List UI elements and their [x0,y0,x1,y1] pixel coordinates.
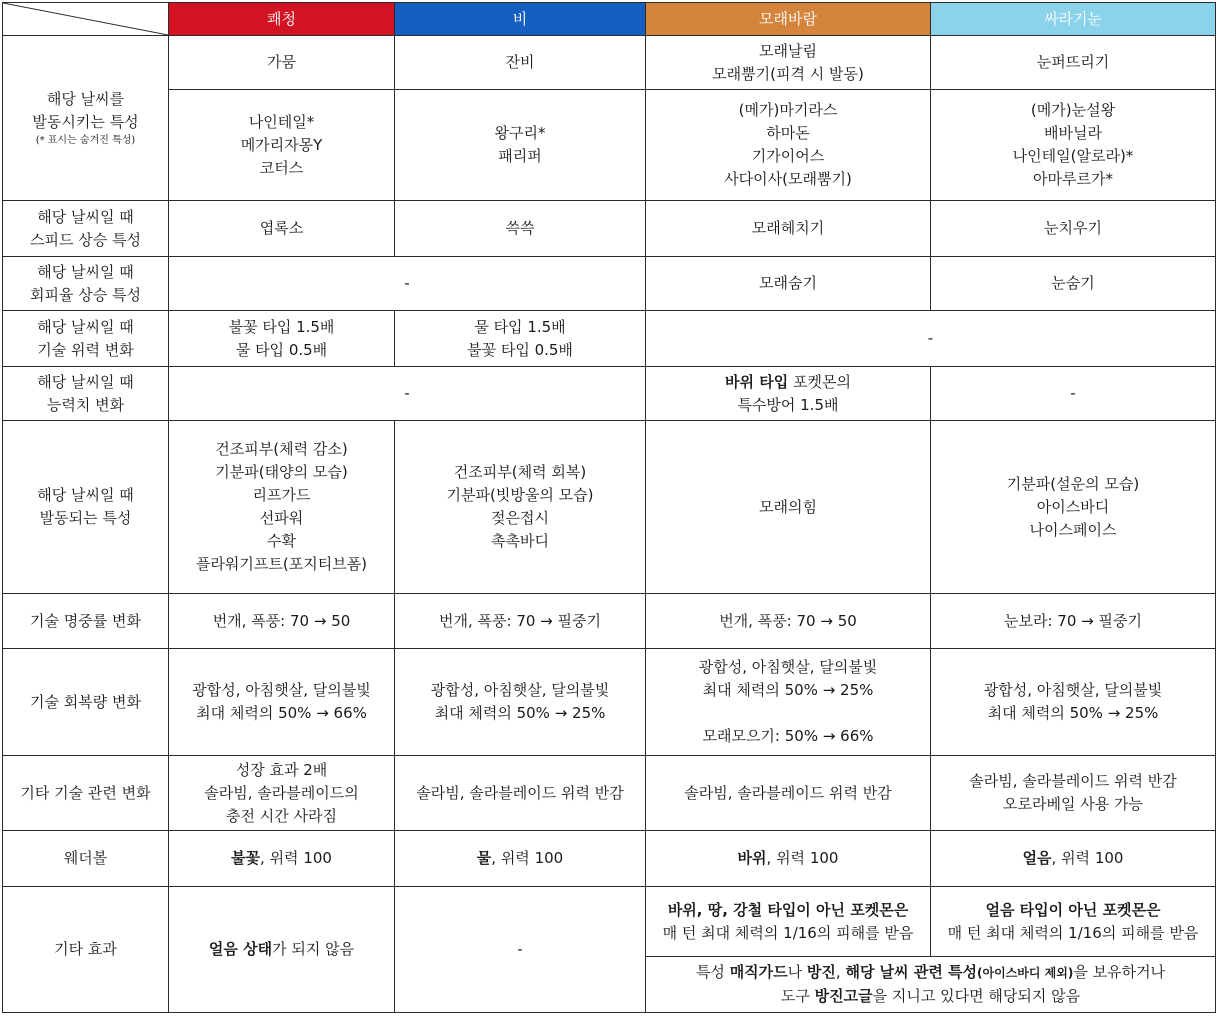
cell-evasion-sand: 모래숨기 [646,257,931,311]
cell-speed-rain: 쓱쓱 [395,201,646,257]
cell-power-sun: 불꽃 타입 1.5배 물 타입 0.5배 [169,311,395,367]
abilities-row [3,421,1216,594]
cell-speed-sand: 모래헤치기 [646,201,931,257]
row-label-accuracy: 기술 명중률 변화 [3,594,169,649]
row-label-speed: 해당 날씨일 때 스피드 상승 특성 [3,201,169,257]
cell-misc-rain: 솔라빔, 솔라블레이드 위력 반감 [395,756,646,831]
row-label-heal: 기술 회복량 변화 [3,649,169,756]
cell-heal-sand: 광합성, 아침햇살, 달의불빛 최대 체력의 50% → 25% 모래모으기: 50% → 66% [646,649,931,756]
header-rain: 비 [395,3,646,36]
cell-heal-sun: 광합성, 아침햇살, 달의불빛 최대 체력의 50% → 66% [169,649,395,756]
row-label-power: 해당 날씨일 때 기술 위력 변화 [3,311,169,367]
power-row [3,311,1216,367]
cell-summon-pokemon-sand: (메가)마기라스 하마돈 기가이어스 사다이사(모래뿜기) [646,90,931,201]
cell-misc-sun: 성장 효과 2배 솔라빔, 솔라블레이드의 충전 시간 사라짐 [169,756,395,831]
cell-power-rain: 물 타입 1.5배 불꽃 타입 0.5배 [395,311,646,367]
cell-summon-ability-sand: 모래날림 모래뿜기(피격 시 발동) [646,36,931,90]
diagonal-line [3,3,168,35]
weather-comparison-table [2,2,1216,1013]
cell-other-sand: 바위, 땅, 강철 타입이 아닌 포켓몬은 매 턴 최대 체력의 1/16의 피해를 받음 [646,887,931,957]
row-label-misc-moves: 기타 기술 관련 변화 [3,756,169,831]
corner-cell [3,3,169,36]
cell-speed-hail: 눈치우기 [931,201,1216,257]
cell-evasion-hail: 눈숨기 [931,257,1216,311]
cell-misc-hail: 솔라빔, 솔라블레이드 위력 반감 오로라베일 사용 가능 [931,756,1216,831]
evasion-row [3,257,1216,311]
cell-stats-sand: 바위 타입 포켓몬의 특수방어 1.5배 [646,367,931,421]
cell-summon-pokemon-hail: (메가)눈설왕 배바닐라 나인테일(알로라)* 아마루르가* [931,90,1216,201]
cell-accuracy-hail: 눈보라: 70 → 필중기 [931,594,1216,649]
cell-wb-sand: 바위, 위력 100 [646,831,931,887]
header-sun: 쾌청 [169,3,395,36]
cell-misc-sand: 솔라빔, 솔라블레이드 위력 반감 [646,756,931,831]
row-label-evasion: 해당 날씨일 때 회피율 상승 특성 [3,257,169,311]
cell-wb-hail: 얼음, 위력 100 [931,831,1216,887]
weather-ball-row [3,831,1216,887]
cell-heal-rain: 광합성, 아침햇살, 달의불빛 최대 체력의 50% → 25% [395,649,646,756]
row-label-summon: 해당 날씨를 발동시키는 특성 (* 표시는 숨겨진 특성) [3,36,169,201]
header-row [3,3,1216,36]
row-label-weather-ball: 웨더볼 [3,831,169,887]
row-label-abilities: 해당 날씨일 때 발동되는 특성 [3,421,169,594]
cell-wb-rain: 물, 위력 100 [395,831,646,887]
row-label-stats: 해당 날씨일 때 능력치 변화 [3,367,169,421]
cell-abilities-hail: 기분파(설운의 모습) 아이스바디 나이스페이스 [931,421,1216,594]
summon-pokemon-row [3,90,1216,201]
cell-evasion-sun-rain: - [169,257,646,311]
cell-abilities-sand: 모래의힘 [646,421,931,594]
cell-other-shared-note: 특성 매직가드나 방진, 해당 날씨 관련 특성(아이스바디 제외)을 보유하거나 도구 방진고글을 지니고 있다면 해당되지 않음 [646,957,1216,1013]
header-sand: 모래바람 [646,3,931,36]
cell-summon-ability-sun: 가뭄 [169,36,395,90]
speed-row [3,201,1216,257]
cell-wb-sun: 불꽃, 위력 100 [169,831,395,887]
stats-row [3,367,1216,421]
cell-accuracy-sun: 번개, 폭풍: 70 → 50 [169,594,395,649]
other-effects-row [3,887,1216,957]
cell-stats-hail: - [931,367,1216,421]
heal-row [3,649,1216,756]
cell-summon-pokemon-rain: 왕구리* 패리퍼 [395,90,646,201]
cell-summon-ability-rain: 잔비 [395,36,646,90]
cell-other-hail: 얼음 타입이 아닌 포켓몬은 매 턴 최대 체력의 1/16의 피해를 받음 [931,887,1216,957]
cell-speed-sun: 엽록소 [169,201,395,257]
cell-abilities-rain: 건조피부(체력 회복) 기분파(빗방울의 모습) 젖은접시 촉촉바디 [395,421,646,594]
cell-accuracy-rain: 번개, 폭풍: 70 → 필중기 [395,594,646,649]
cell-abilities-sun: 건조피부(체력 감소) 기분파(태양의 모습) 리프가드 선파워 수확 플라워기프트(포지티브폼) [169,421,395,594]
cell-other-sun: 얼음 상태가 되지 않음 [169,887,395,1013]
cell-stats-sun-rain: - [169,367,646,421]
cell-heal-hail: 광합성, 아침햇살, 달의불빛 최대 체력의 50% → 25% [931,649,1216,756]
cell-power-sand-hail: - [646,311,1216,367]
row-label-other: 기타 효과 [3,887,169,1013]
cell-summon-pokemon-sun: 나인테일* 메가리자몽Y 코터스 [169,90,395,201]
cell-accuracy-sand: 번개, 폭풍: 70 → 50 [646,594,931,649]
accuracy-row [3,594,1216,649]
cell-other-rain: - [395,887,646,1013]
hidden-ability-note: (* 표시는 숨겨진 특성) [35,135,136,146]
header-hail: 싸라기눈 [931,3,1216,36]
cell-summon-ability-hail: 눈퍼뜨리기 [931,36,1216,90]
misc-moves-row [3,756,1216,831]
summon-ability-row [3,36,1216,90]
